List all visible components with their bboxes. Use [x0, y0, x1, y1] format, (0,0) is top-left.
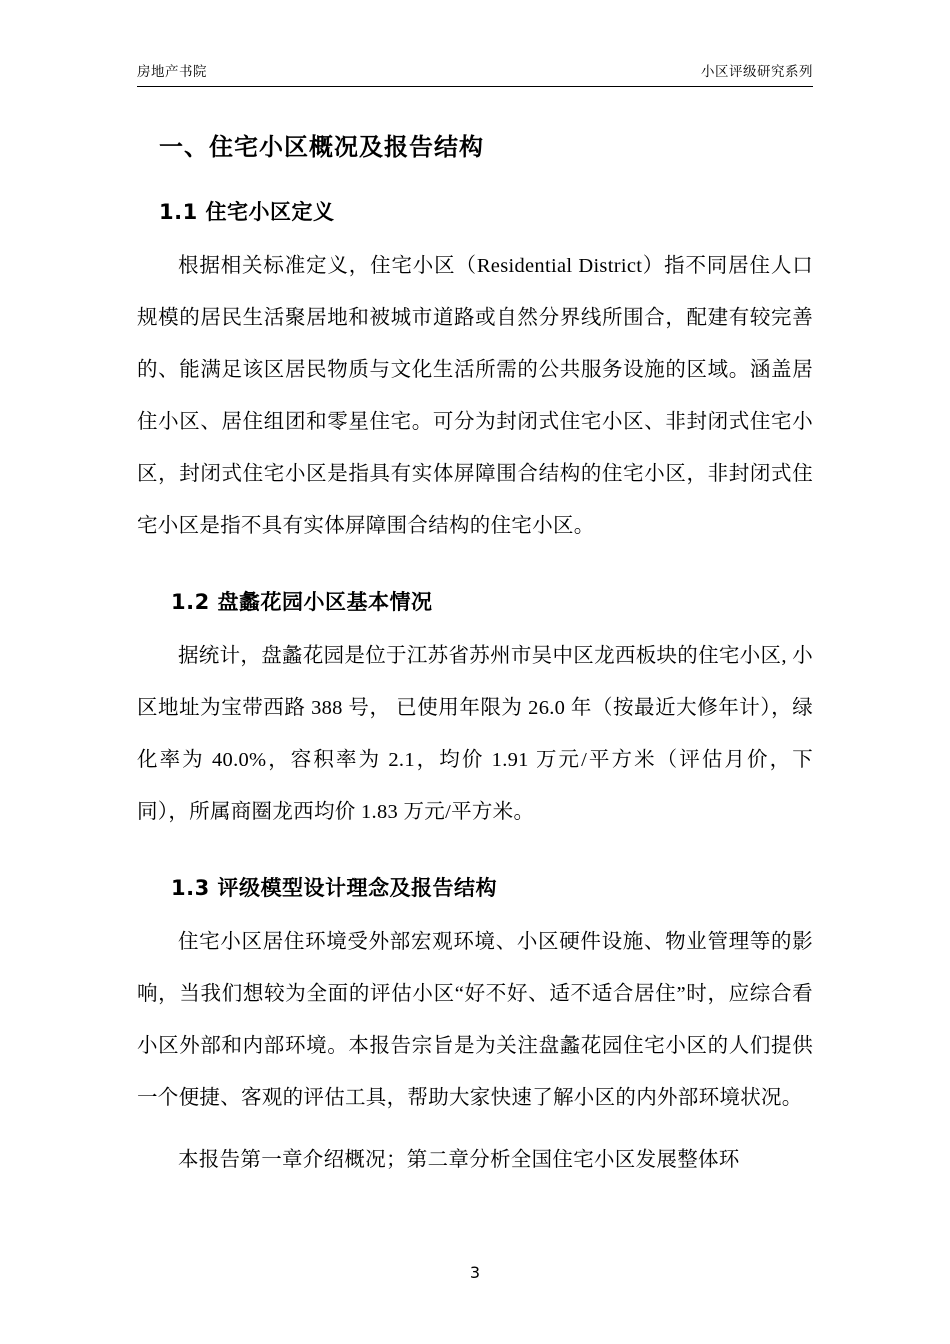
subsection-paragraph-1-3: 住宅小区居住环境受外部宏观环境、小区硬件设施、物业管理等的影响，当我们想较为全面的评估小区“好不好、适不适合居住”时，应综合看小区外部和内部环境。本报告宗旨是为关注盘蠡花园住宅小区的人们提供一个便捷、客观的评估工具，帮助大家快速了解小区的内外部环境状况。	[137, 931, 813, 1109]
section-heading: 一、住宅小区概况及报告结构	[159, 133, 484, 161]
subsection-paragraph-1-1: 根据相关标准定义，住宅小区（Residential District）指不同居住人口规模的居民生活聚居地和被城市道路或自然分界线所围合，配建有较完善的、能满足该区居民物质与文化生活所需的公共服务设施的区域。涵盖居住小区、居住组团和零星住宅。可分为封闭式住宅小区、非封闭式住宅小区，封闭式住宅小区是指具有实体屏障围合结构的住宅小区，非封闭式住宅小区是指不具有实体屏障围合结构的住宅小区。	[137, 255, 813, 537]
subsection-paragraph-1-3-continued: 本报告第一章介绍概况；第二章分析全国住宅小区发展整体环	[178, 1149, 740, 1171]
header-left-text: 房地产书院	[137, 64, 207, 80]
subsection-paragraph-1-2: 据统计，盘蠡花园是位于江苏省苏州市吴中区龙西板块的住宅小区, 小区地址为宝带西路 388 号， 已使用年限为 26.0 年（按最近大修年计），绿化率为 40.0%，容积率为 2.1，均价 1.91 万元/平方米（评估月价，下同），所属商圈龙西均价 1.83 万元/平方米。	[137, 645, 813, 823]
page-number: 3	[469, 1263, 481, 1282]
page-content	[137, 60, 813, 1186]
subsection-heading-1-2: 1.2 盘蠡花园小区基本情况	[171, 590, 433, 614]
page-header	[137, 60, 813, 87]
subsection-heading-1-3: 1.3 评级模型设计理念及报告结构	[171, 876, 498, 900]
subsection-heading-1-1: 1.1 住宅小区定义	[159, 200, 335, 224]
header-right-text: 小区评级研究系列	[701, 64, 813, 80]
